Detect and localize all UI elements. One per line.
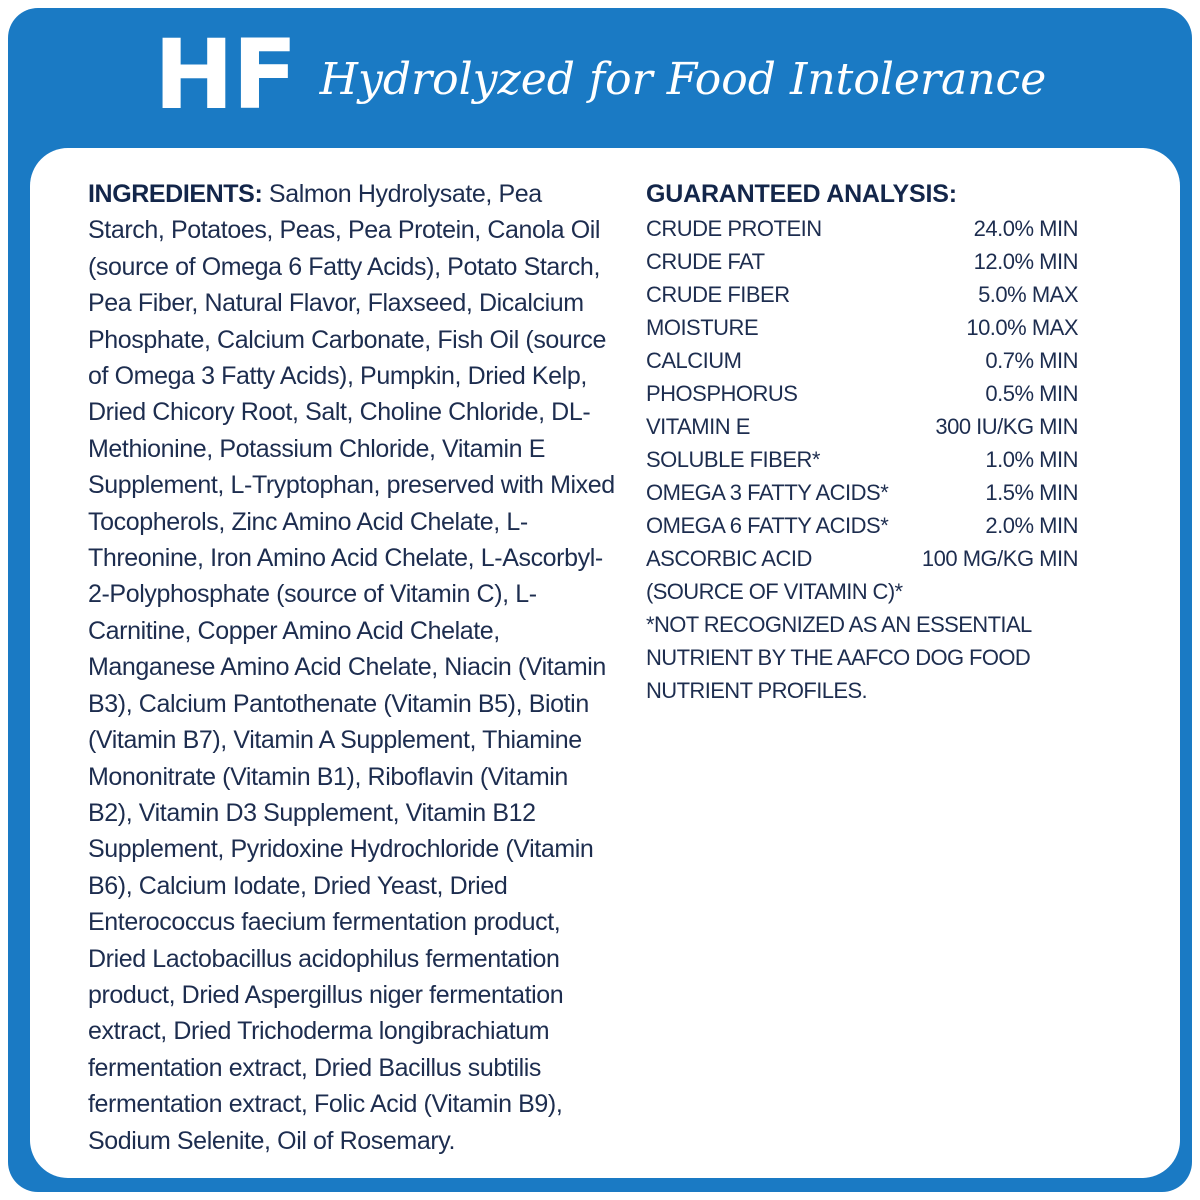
analysis-row bbox=[646, 509, 1078, 542]
nutrient-name: OMEGA 3 FATTY ACIDS* bbox=[646, 480, 889, 505]
ingredients-label: INGREDIENTS: bbox=[88, 180, 263, 208]
nutrient-name: OMEGA 6 FATTY ACIDS* bbox=[646, 513, 889, 538]
analysis-row bbox=[646, 443, 1078, 476]
content-panel bbox=[30, 148, 1180, 1178]
analysis-title: GUARANTEED ANALYSIS: bbox=[646, 180, 957, 208]
formula-tagline: Hydrolyzed for Food Intolerance bbox=[319, 54, 1047, 105]
analysis-row bbox=[646, 542, 1078, 575]
nutrient-name: CRUDE FAT bbox=[646, 249, 765, 274]
nutrient-value: 12.0% MIN bbox=[973, 249, 1078, 274]
label-frame bbox=[8, 8, 1192, 1192]
footnote-line: *NOT RECOGNIZED AS AN ESSENTIAL bbox=[646, 612, 1032, 637]
ingredients-section bbox=[88, 176, 618, 1159]
analysis-row bbox=[646, 212, 1078, 245]
nutrient-value: 5.0% MAX bbox=[978, 282, 1078, 307]
formula-code: HF bbox=[153, 19, 296, 131]
nutrient-value: 0.7% MIN bbox=[985, 348, 1078, 373]
nutrient-value: 1.0% MIN bbox=[985, 447, 1078, 472]
guaranteed-analysis-section bbox=[646, 176, 1078, 707]
footnote-line: NUTRIENT PROFILES. bbox=[646, 678, 868, 703]
nutrient-name: MOISTURE bbox=[646, 315, 759, 340]
nutrient-name: CRUDE PROTEIN bbox=[646, 216, 822, 241]
nutrient-name: VITAMIN E bbox=[646, 414, 750, 439]
nutrient-value: 0.5% MIN bbox=[985, 381, 1078, 406]
nutrient-value: 1.5% MIN bbox=[985, 480, 1078, 505]
nutrient-value: 24.0% MIN bbox=[973, 216, 1078, 241]
nutrient-value: 10.0% MAX bbox=[966, 315, 1078, 340]
nutrient-name: PHOSPHORUS bbox=[646, 381, 798, 406]
nutrient-value: 2.0% MIN bbox=[985, 513, 1078, 538]
nutrient-value: 300 IU/KG MIN bbox=[935, 414, 1078, 439]
nutrient-name: ASCORBIC ACID bbox=[646, 546, 812, 571]
analysis-row bbox=[646, 278, 1078, 311]
analysis-row bbox=[646, 344, 1078, 377]
analysis-row bbox=[646, 410, 1078, 443]
nutrient-name: CRUDE FIBER bbox=[646, 282, 790, 307]
nutrient-value: 100 MG/KG MIN bbox=[921, 546, 1078, 571]
analysis-row bbox=[646, 311, 1078, 344]
footnote-line: NUTRIENT BY THE AAFCO DOG FOOD bbox=[646, 645, 1031, 670]
analysis-row bbox=[646, 476, 1078, 509]
analysis-row bbox=[646, 377, 1078, 410]
analysis-row bbox=[646, 245, 1078, 278]
header-banner bbox=[8, 8, 1192, 148]
nutrient-name: SOLUBLE FIBER* bbox=[646, 447, 820, 472]
ascorbic-source-note: (SOURCE OF VITAMIN C)* bbox=[646, 579, 903, 604]
nutrient-name: CALCIUM bbox=[646, 348, 742, 373]
ingredients-text: Salmon Hydrolysate, Pea Starch, Potatoes, Peas, Pea Protein, Canola Oil (source of Omega 6 Fatty Acids), Potato Starch, Pea Fiber, Natural Flavor, Flaxseed, Dicalcium Phosphate, Calcium Carbonate, Fish Oil (source of Omega 3 Fatty Acids), Pumpkin, Dried Kelp, Dried Chicory Root, Salt, Choline Chloride, DL-Methionine, Potassium Chloride, Vitamin E Supplement, L-Tryptophan, preserved with Mixed Tocopherols, Zinc Amino Acid Chelate, L-Threonine, Iron Amino Acid Chelate, L-Ascorbyl-2-Polyphosphate (source of Vitamin C), L-Carnitine, Copper Amino Acid Chelate, Manganese Amino Acid Chelate, Niacin (Vitamin B3), Calcium Pantothenate (Vitamin B5), Biotin (Vitamin B7), Vitamin A Supplement, Thiamine Mononitrate (Vitamin B1), Riboflavin (Vitamin B2), Vitamin D3 Supplement, Vitamin B12 Supplement, Pyridoxine Hydrochloride (Vitamin B6), Calcium Iodate, Dried Yeast, Dried Enterococcus faecium fermentation product, Dried Lactobacillus acidophilus fermentation product, Dried Aspergillus niger fermentation extract, Dried Trichoderma longibrachiatum fermentation extract, Dried Bacillus subtilis fermentation extract, Folic Acid (Vitamin B9), Sodium Selenite, Oil of Rosemary. bbox=[88, 180, 615, 1155]
